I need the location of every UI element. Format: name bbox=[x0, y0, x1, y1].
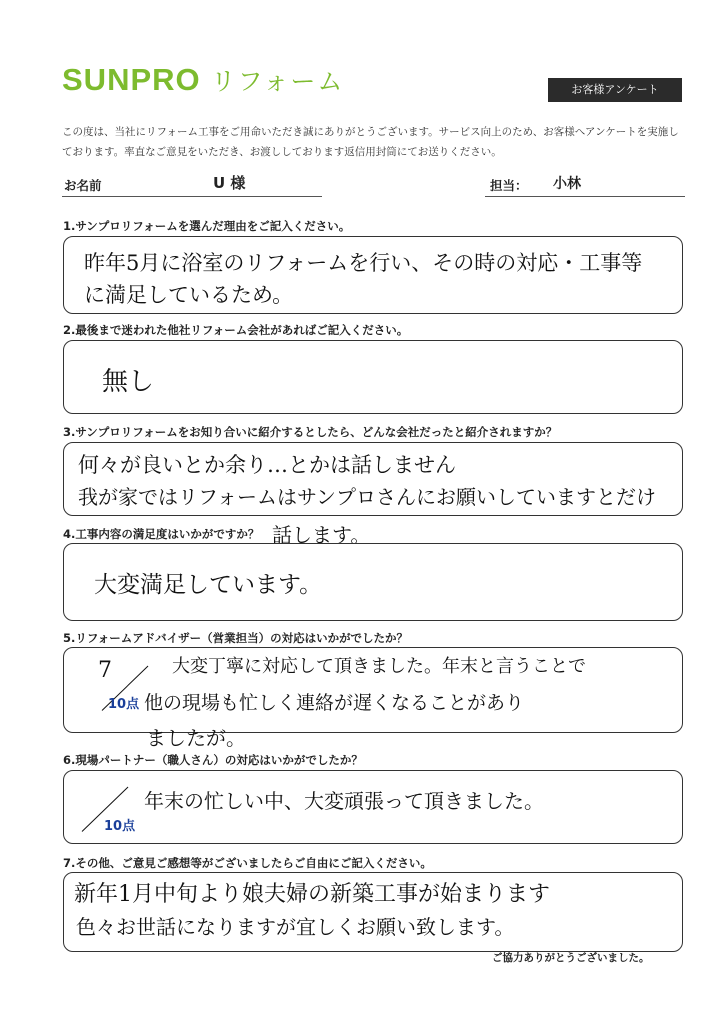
answer-5-line-2: 他の現場も忙しく連絡が遅くなることがあり bbox=[144, 692, 525, 714]
staff-label: 担当： bbox=[490, 178, 528, 193]
survey-badge: お客様アンケート bbox=[548, 78, 682, 102]
answer-box-3 bbox=[63, 442, 683, 516]
question-5-label: 5.リフォームアドバイザー（営業担当）の対応はいかがでしたか？ bbox=[63, 631, 409, 645]
answer-5-line-3: ましたが。 bbox=[146, 726, 246, 750]
sunpro-logo bbox=[62, 62, 344, 98]
staff-value: 小林 bbox=[553, 176, 581, 192]
brand-sub: リフォーム bbox=[210, 67, 345, 96]
score-5-max: 10点 bbox=[108, 697, 140, 712]
answer-7-line-2: 色々お世話になりますが宜しくお願い致します。 bbox=[76, 915, 515, 939]
intro-text: この度は、当社にリフォーム工事をご用命いただき誠にありがとうございます。サービス向上のため、お客様へアンケートを実施しております。率直なご意見をいただき、お渡ししております返信用封筒にてお送りください。 bbox=[62, 126, 679, 158]
question-4-label: 4.工事内容の満足度はいかがですか？ bbox=[63, 527, 260, 541]
answer-3-line-2: 我が家ではリフォームはサンプロさんにお願いしていますとだけ bbox=[78, 485, 656, 509]
answer-box-4 bbox=[63, 543, 683, 621]
answer-1-line-1: 昨年5月に浴室のリフォームを行い、その時の対応・工事等 bbox=[84, 251, 643, 275]
question-6-label: 6.現場パートナー（職人さん）の対応はいかがでしたか？ bbox=[63, 753, 363, 767]
name-label: お名前 bbox=[64, 178, 102, 193]
answer-3-line-1: 何々が良いとか余り…とかは話しません bbox=[78, 453, 456, 477]
answer-7-line-1: 新年1月中旬より娘夫婦の新築工事が始まります bbox=[74, 882, 550, 907]
answer-box-5 bbox=[63, 647, 683, 733]
name-value: U 様 bbox=[213, 174, 246, 192]
answer-box-2 bbox=[63, 340, 683, 414]
answer-box-6 bbox=[63, 770, 683, 844]
answer-3-line-3: 話します。 bbox=[272, 523, 371, 547]
answer-5-line-1: 大変丁寧に対応して頂きました。年末と言うことで bbox=[172, 656, 586, 677]
answer-box-1 bbox=[63, 236, 683, 314]
thanks-text: ご協力ありがとうございました。 bbox=[492, 952, 650, 964]
answer-6-line-1: 年末の忙しい中、大変頑張って頂きました。 bbox=[144, 789, 544, 813]
score-5-written: 7 bbox=[98, 658, 112, 683]
question-1-label: 1.サンプロリフォームを選んだ理由をご記入ください。 bbox=[63, 219, 351, 233]
question-7-label: 7.その他、ご意見ご感想等がございましたらご自由にご記入ください。 bbox=[63, 856, 432, 870]
answer-1-line-2: に満足しているため。 bbox=[84, 283, 294, 307]
staff-underline bbox=[485, 196, 685, 197]
score-6-max: 10点 bbox=[104, 819, 136, 834]
question-3-label: 3.サンプロリフォームをお知り合いに紹介するとしたら、どんな会社だったと紹介されますか？ bbox=[63, 425, 558, 439]
name-underline bbox=[62, 196, 322, 197]
answer-2-line-1: 無し bbox=[102, 367, 155, 397]
question-2-label: 2.最後まで迷われた他社リフォーム会社があればご記入ください。 bbox=[63, 323, 409, 337]
answer-4-line-1: 大変満足しています。 bbox=[94, 572, 323, 598]
answer-box-7 bbox=[63, 872, 683, 952]
brand-name: SUNPRO bbox=[62, 62, 201, 97]
